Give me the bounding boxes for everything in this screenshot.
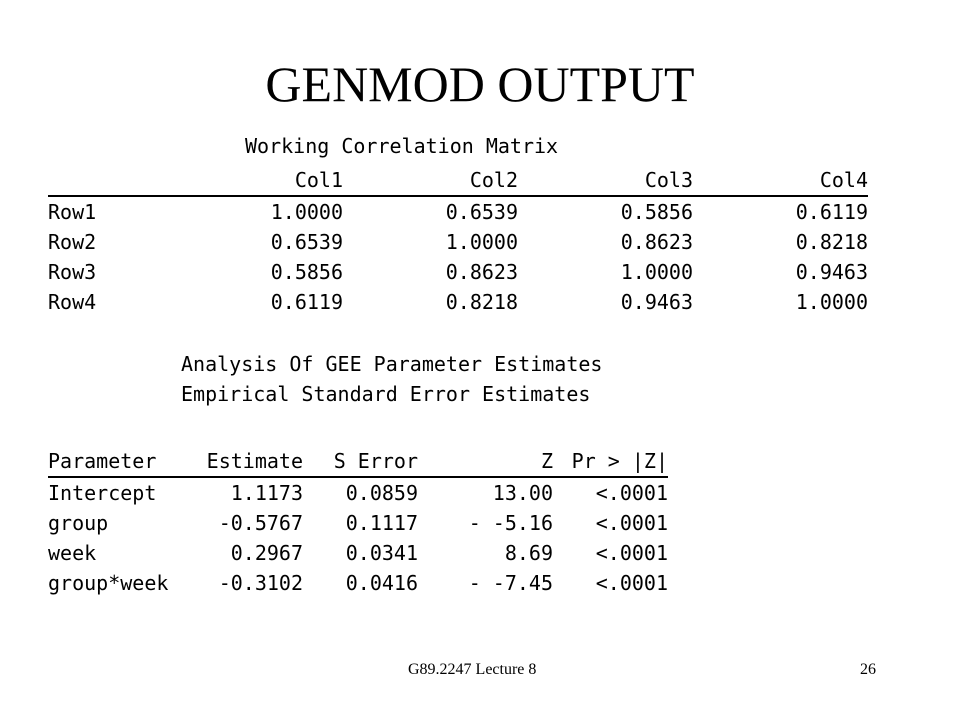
gee-param: Intercept	[48, 481, 157, 505]
gee-p: <.0001	[595, 541, 668, 565]
gee-se: 0.0341	[345, 541, 418, 565]
gee-z: - -7.45	[468, 571, 553, 595]
correlation-row	[48, 257, 868, 287]
correlation-cell: 0.5856	[620, 200, 693, 224]
correlation-cell: 0.9463	[795, 260, 868, 284]
slide-page-number: 26	[860, 661, 876, 678]
correlation-row	[48, 227, 868, 257]
gee-p: <.0001	[595, 571, 668, 595]
correlation-cell: 0.8623	[620, 230, 693, 254]
gee-header-row	[48, 446, 668, 477]
correlation-cell: 1.0000	[795, 290, 868, 314]
correlation-cell: 0.8623	[445, 260, 518, 284]
correlation-cell: 0.6539	[445, 200, 518, 224]
correlation-corner-cell	[48, 165, 168, 196]
correlation-row-label: Row2	[48, 230, 97, 254]
correlation-cell: 1.0000	[445, 230, 518, 254]
gee-param: week	[48, 541, 97, 565]
correlation-row	[48, 287, 868, 317]
correlation-row-label: Row3	[48, 260, 97, 284]
correlation-matrix-title: Working Correlation Matrix	[245, 134, 559, 158]
correlation-cell: 0.9463	[620, 290, 693, 314]
gee-estimate: 1.1173	[230, 481, 303, 505]
correlation-col-header: Col3	[644, 168, 693, 192]
gee-se: 0.0859	[345, 481, 418, 505]
gee-estimate: -0.3102	[218, 571, 303, 595]
gee-se: 0.0416	[345, 571, 418, 595]
gee-row	[48, 477, 668, 508]
gee-title-line2: Empirical Standard Error Estimates	[181, 382, 591, 406]
correlation-cell: 0.6539	[270, 230, 343, 254]
gee-estimates-table	[48, 446, 668, 598]
gee-col-header-p: Pr > |Z|	[571, 449, 668, 473]
gee-col-header-se: S Error	[333, 449, 418, 473]
correlation-col-header: Col1	[294, 168, 343, 192]
correlation-cell: 1.0000	[270, 200, 343, 224]
gee-p: <.0001	[595, 481, 668, 505]
gee-title-line1: Analysis Of GEE Parameter Estimates	[181, 352, 603, 376]
correlation-header-row	[48, 165, 868, 196]
gee-z: 8.69	[504, 541, 553, 565]
gee-z: - -5.16	[468, 511, 553, 535]
correlation-matrix-table	[48, 165, 868, 317]
gee-col-header-parameter: Parameter	[48, 449, 157, 473]
gee-row	[48, 568, 668, 598]
correlation-cell: 0.6119	[270, 290, 343, 314]
gee-se: 0.1117	[345, 511, 418, 535]
gee-param: group*week	[48, 571, 169, 595]
gee-row	[48, 508, 668, 538]
gee-estimate: -0.5767	[218, 511, 303, 535]
gee-row	[48, 538, 668, 568]
gee-p: <.0001	[595, 511, 668, 535]
correlation-row	[48, 196, 868, 227]
correlation-cell: 0.5856	[270, 260, 343, 284]
gee-col-header-estimate: Estimate	[206, 449, 303, 473]
correlation-cell: 0.8218	[795, 230, 868, 254]
gee-z: 13.00	[492, 481, 553, 505]
gee-col-header-z: Z	[540, 449, 553, 473]
gee-param: group	[48, 511, 109, 535]
correlation-col-header: Col2	[469, 168, 518, 192]
correlation-row-label: Row1	[48, 200, 97, 224]
correlation-cell: 0.6119	[795, 200, 868, 224]
correlation-cell: 1.0000	[620, 260, 693, 284]
slide-footer-text: G89.2247 Lecture 8	[408, 661, 537, 678]
correlation-cell: 0.8218	[445, 290, 518, 314]
correlation-col-header: Col4	[819, 168, 868, 192]
gee-estimate: 0.2967	[230, 541, 303, 565]
slide-title: GENMOD OUTPUT	[265, 56, 695, 112]
correlation-row-label: Row4	[48, 290, 97, 314]
